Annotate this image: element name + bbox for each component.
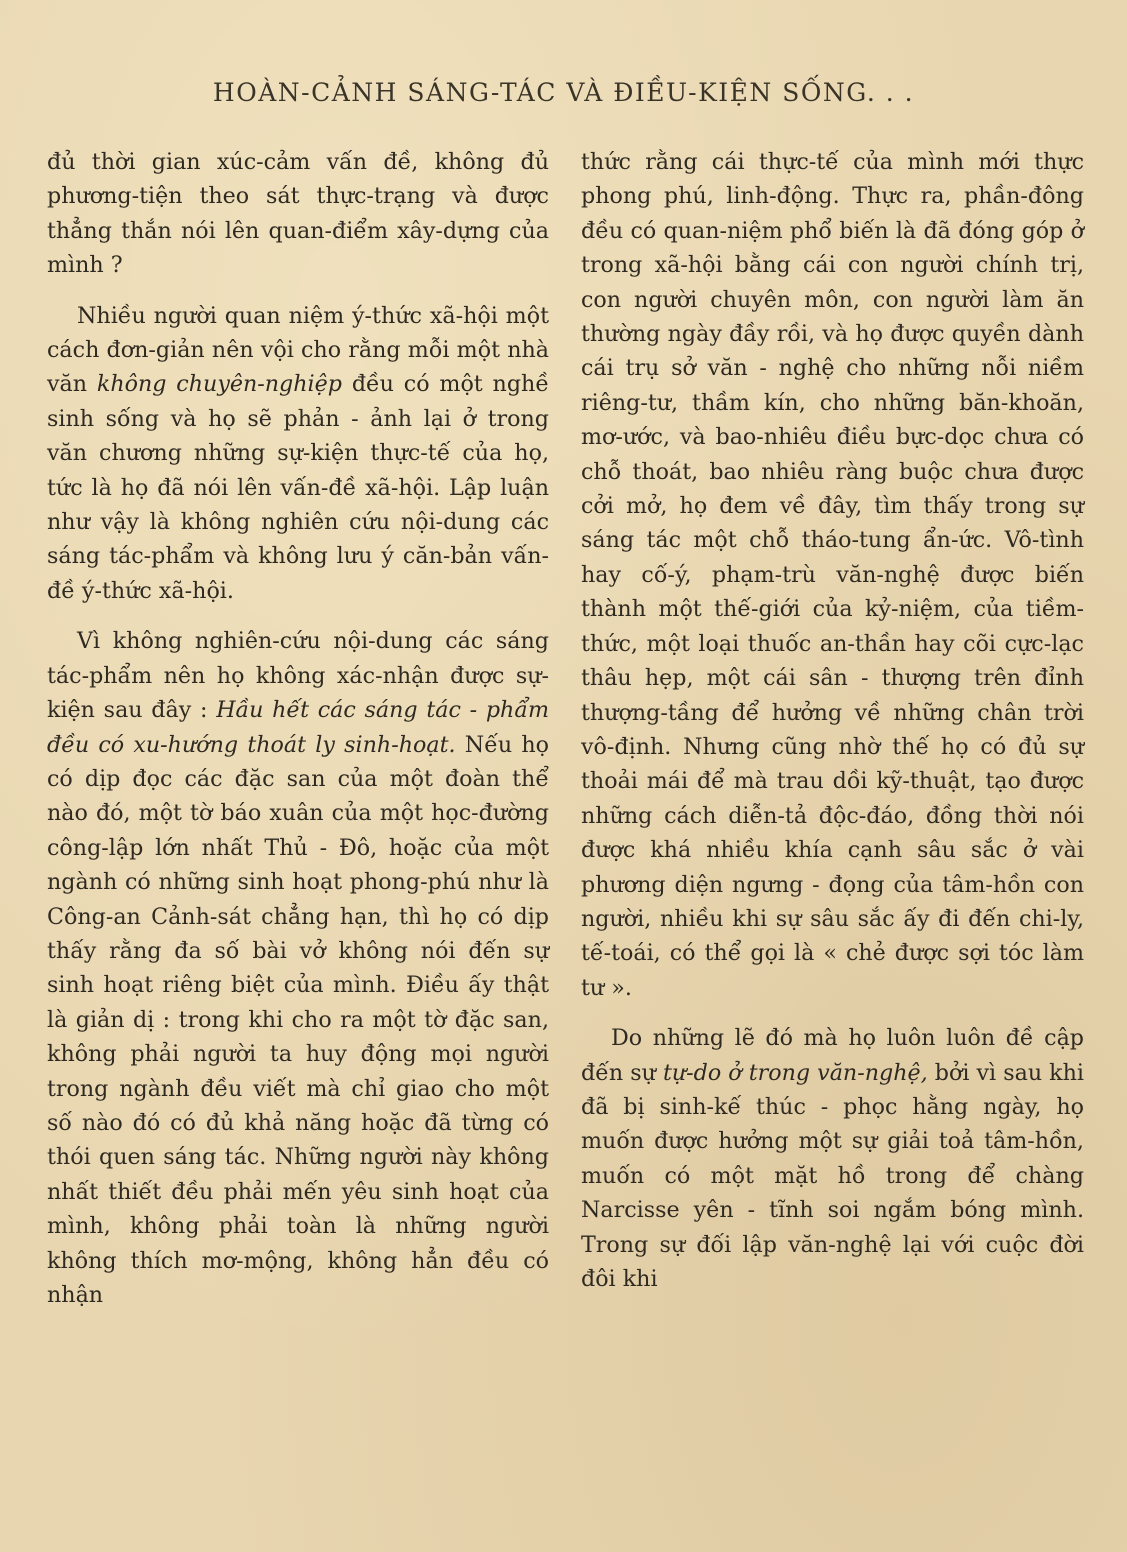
italic-emphasis: không chuyên-nghiệp (96, 371, 342, 398)
paragraph (581, 1021, 1084, 1296)
paragraph-text: Do những lẽ đó mà họ luôn luôn đề cập đến sự (581, 1025, 1084, 1086)
paragraph (47, 299, 549, 609)
paragraph-text: Nhiều người quan niệm ý-thức xã-hội một cách đơn-giản nên vội cho rằng mỗi một nhà văn (47, 302, 549, 398)
left-column (47, 145, 549, 1312)
paragraph: thức rằng cái thực-tế của mình mới thực phong phú, linh-động. Thực ra, phần-đông đều có quan-niệm phổ biến là đã đóng góp ở trong xã-hội bằng cái con người chính trị, con người chuyên môn, con người làm ăn thường ngày đầy rồi, và họ được quyền dành cái trụ sở văn - nghệ cho những nỗi niềm riêng-tư, thầm kín, cho những băn-khoăn, mơ-ước, và bao-nhiêu điều bực-dọc chưa có chỗ thoát, bao nhiêu ràng buộc chưa được cởi mở, họ đem về đây, tìm thấy trong sự sáng tác một chỗ tháo-tung ẩn-ức. Vô-tình hay cố-ý, phạm-trù văn-nghệ được biến thành một thế-giới của kỷ-niệm, của tiềm-thức, một loại thuốc an-thần hay cõi cực-lạc thâu hẹp, một cái sân - thượng trên đỉnh thượng-tầng để hưởng về những chân trời vô-định. Nhưng cũng nhờ thế họ có đủ sự thoải mái để mà trau dồi kỹ-thuật, tạo được những cách diễn-tả độc-đáo, đồng thời nói được khá nhiều khía cạnh sâu sắc ở vài phương diện ngưng - đọng của tâm-hồn con người, nhiều khi sự sâu sắc ấy đi đến chi-ly, tế-toái, có thể gọi là « chẻ được sợi tóc làm tư ». (581, 149, 1084, 1001)
paragraph (47, 624, 549, 1312)
paragraph-text: Vì không nghiên-cứu nội-dung các sáng tác-phẩm nên họ không xác-nhận được sự-kiện sau đây : (47, 628, 549, 724)
paragraph-text: Nếu họ có dịp đọc các đặc san của một đoàn thể nào đó, một tờ báo xuân của một học-đường công-lập lớn nhất Thủ - Đô, hoặc của một ngành có những sinh hoạt phong-phú như là Công-an Cảnh-sát chẳng hạn, thì họ có dịp thấy rằng đa số bài vở không nói đến sự sinh hoạt riêng biệt của mình. Điều ấy thật là giản dị : trong khi cho ra một tờ đặc san, không phải người ta huy động mọi người trong ngành đều viết mà chỉ giao cho một số nào đó có đủ khả năng hoặc đã từng có thói quen sáng tác. Những người này không nhất thiết đều phải mến yêu sinh hoạt của mình, không phải toàn là những người không thích mơ-mộng, không hẳn đều có nhận (47, 731, 550, 1308)
italic-emphasis: tự-do ở trong văn-nghệ, (662, 1059, 928, 1086)
paragraph: đủ thời gian xúc-cảm vấn đề, không đủ phương-tiện theo sát thực-trạng và được thẳng thắn nói lên quan-điểm xây-dựng của mình ? (47, 149, 549, 279)
right-column (581, 145, 1084, 1296)
paragraph-text: bởi vì sau khi đã bị sinh-kế thúc - phọc hằng ngày, họ muốn được hưởng một sự giải toả tâm-hồn, muốn có một mặt hồ trong để chàng Narcisse yên - tĩnh soi ngắm bóng mình. Trong sự đối lập văn-nghệ lại với cuộc đời đôi khi (581, 1059, 1085, 1292)
running-header: HOÀN-CẢNH SÁNG-TÁC VÀ ĐIỀU-KIỆN SỐNG. . . (212, 78, 915, 107)
italic-emphasis: Hầu hết các sáng tác - phẩm đều có xu-hướng thoát ly sinh-hoạt. (47, 697, 549, 758)
paragraph-text: đều có một nghề sinh sống và họ sẽ phản - ảnh lại ở trong văn chương những sự-kiện thực-tế của họ, tức là họ đã nói lên vấn-đề xã-hội. Lập luận như vậy là không nghiên cứu nội-dung các sáng tác-phẩm và không lưu ý căn-bản vấn-đề ý-thức xã-hội. (47, 371, 549, 604)
